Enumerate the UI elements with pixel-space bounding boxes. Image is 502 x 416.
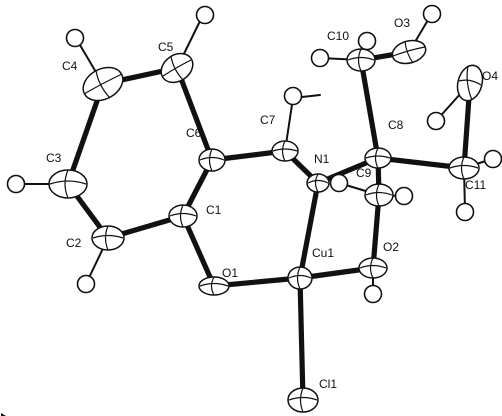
atom-cl1: [288, 388, 318, 412]
bond-c5-c6: [177, 68, 212, 160]
atom-c4: [77, 61, 128, 107]
h-atom-c4: [67, 30, 84, 47]
atom-c10: [347, 49, 375, 71]
atom-cu1: [288, 267, 312, 289]
label-o1: O1: [222, 266, 239, 280]
h-atom-c9-left: [331, 175, 348, 192]
atom-c1: [169, 205, 197, 227]
bond-c8-c10: [361, 60, 378, 158]
atom-c7: [272, 141, 298, 161]
atom-n1: [307, 174, 329, 192]
label-cu1: Cu1: [312, 246, 335, 260]
bonds-layer: [18, 15, 492, 400]
h-atom-o3: [424, 6, 441, 23]
h-atom-c5: [197, 7, 214, 24]
label-c3: C3: [46, 151, 62, 165]
h-atom-c2: [78, 276, 95, 293]
h-atom-c11-down: [457, 204, 474, 221]
h-atom-c7: [285, 88, 302, 105]
h-atom-c9-right: [396, 188, 413, 205]
h-atom-c11-right: [485, 151, 502, 168]
atom-c11: [449, 157, 479, 179]
label-n1: N1: [314, 152, 330, 166]
label-o2: O2: [383, 240, 400, 254]
h-atom-o2: [365, 286, 382, 303]
label-c2: C2: [66, 236, 82, 250]
label-c10: C10: [327, 29, 350, 43]
label-c1: C1: [206, 203, 222, 217]
bond-cu1-cl1: [300, 278, 303, 400]
atom-o3: [390, 37, 429, 67]
label-c6: C6: [186, 126, 202, 140]
label-c7: C7: [260, 113, 276, 127]
label-o3: O3: [394, 16, 411, 30]
h-atom-c3: [8, 176, 25, 193]
h-atom-c10-up: [359, 33, 376, 50]
label-c4: C4: [62, 59, 78, 73]
h-atom-o4: [428, 113, 445, 130]
atom-c3: [49, 170, 87, 198]
label-c11: C11: [465, 178, 487, 192]
atom-c6: [199, 149, 225, 171]
label-cl1: Cl1: [319, 377, 338, 391]
h-atom-c10-left: [312, 50, 329, 67]
label-o4: O4: [482, 69, 499, 83]
label-c8: C8: [388, 118, 404, 132]
bond-n1-cu1: [300, 183, 318, 278]
atom-c2: [92, 226, 124, 250]
label-c5: C5: [158, 40, 174, 54]
heavy-atoms: [49, 37, 486, 412]
label-c9: C9: [356, 166, 372, 180]
atom-o2: [359, 258, 387, 278]
atom-c9: [365, 184, 393, 206]
atom-c8: [365, 148, 391, 168]
